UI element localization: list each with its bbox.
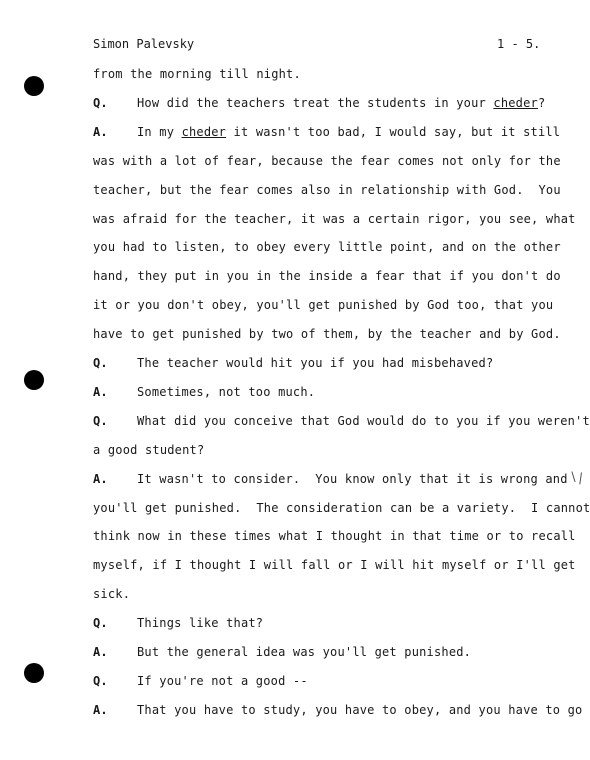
transcript-line [93, 385, 315, 399]
transcript-line [93, 269, 561, 283]
transcript-line [93, 212, 576, 226]
transcript-line [93, 240, 561, 254]
line-text: was afraid for the teacher, it was a certain rigor, you see, what [93, 211, 576, 226]
line-text: have to get punished by two of them, by the teacher and by God. [93, 327, 561, 342]
line-text: it wasn't too bad, I would say, but it still [226, 124, 561, 139]
transcript-line [93, 529, 576, 543]
binder-hole [24, 76, 44, 96]
line-text: hand, they put in you in the inside a fear that if you don't do [93, 269, 561, 284]
binder-hole [24, 370, 44, 390]
transcript-line [93, 125, 560, 139]
question-label: Q. [93, 356, 108, 370]
line-text: you had to listen, to obey every little point, and on the other [93, 240, 561, 255]
line-text: myself, if I thought I will fall or I will hit myself or I'll get [93, 558, 576, 573]
answer-label: A. [93, 384, 108, 399]
transcript-line [93, 443, 204, 457]
line-text: teacher, but the fear comes also in relationship with God. You [93, 182, 561, 197]
line-text: If you're not a good -- [137, 673, 308, 688]
line-text: That you have to study, you have to obey, and you have to go [137, 702, 583, 717]
transcript-line [93, 472, 568, 486]
question-label: Q. [93, 616, 108, 631]
underlined-term: cheder [493, 95, 538, 110]
binder-hole [24, 663, 44, 683]
transcript-line [93, 645, 471, 659]
transcript-line [93, 558, 576, 572]
answer-label: A. [93, 645, 108, 659]
question-label: Q. [93, 95, 108, 110]
line-text: think now in these times what I thought in that time or to recall [93, 529, 576, 544]
transcript-line [93, 414, 590, 428]
question-label: Q. [93, 413, 108, 428]
line-text: Sometimes, not too much. [137, 384, 316, 399]
question-label: Q. [93, 673, 108, 688]
line-text: But the general idea was you'll get punished. [137, 645, 472, 659]
margin-mark: \| [569, 469, 586, 485]
answer-label: A. [93, 471, 108, 486]
transcript-line [93, 703, 582, 717]
line-text: a good student? [93, 442, 205, 457]
page-number: 1 - 5. [497, 37, 541, 51]
header-name: Simon Palevsky [93, 37, 195, 51]
transcript-line [93, 587, 130, 601]
answer-label: A. [93, 702, 108, 717]
line-text: It wasn't to consider. You know only that it is wrong and [137, 471, 568, 486]
line-text: What did you conceive that God would do to you if you weren't [137, 413, 590, 428]
transcript-line [93, 356, 493, 370]
transcript-line [93, 183, 561, 197]
transcript-line [93, 154, 561, 168]
transcript-line [93, 96, 545, 110]
transcript-line [93, 616, 263, 630]
transcript-line [93, 674, 308, 688]
answer-label: A. [93, 124, 108, 139]
transcript-line [93, 501, 590, 515]
transcript-line [93, 327, 561, 341]
line-text: The teacher would hit you if you had misbehaved? [137, 356, 494, 370]
line-text: ? [537, 95, 546, 110]
line-text: you'll get punished. The consideration can be a variety. I cannot [93, 500, 590, 515]
line-text: In my [137, 124, 182, 139]
transcript-line [93, 298, 553, 312]
line-text: Things like that? [137, 616, 264, 631]
line-text: was with a lot of fear, because the fear comes not only for the [93, 153, 561, 168]
transcript-line [93, 67, 301, 81]
line-text: from the morning till night. [93, 67, 301, 81]
underlined-term: cheder [181, 124, 227, 139]
line-text: How did the teachers treat the students in your [137, 95, 494, 110]
line-text: sick. [93, 587, 131, 602]
line-text: it or you don't obey, you'll get punished by God too, that you [93, 298, 554, 313]
